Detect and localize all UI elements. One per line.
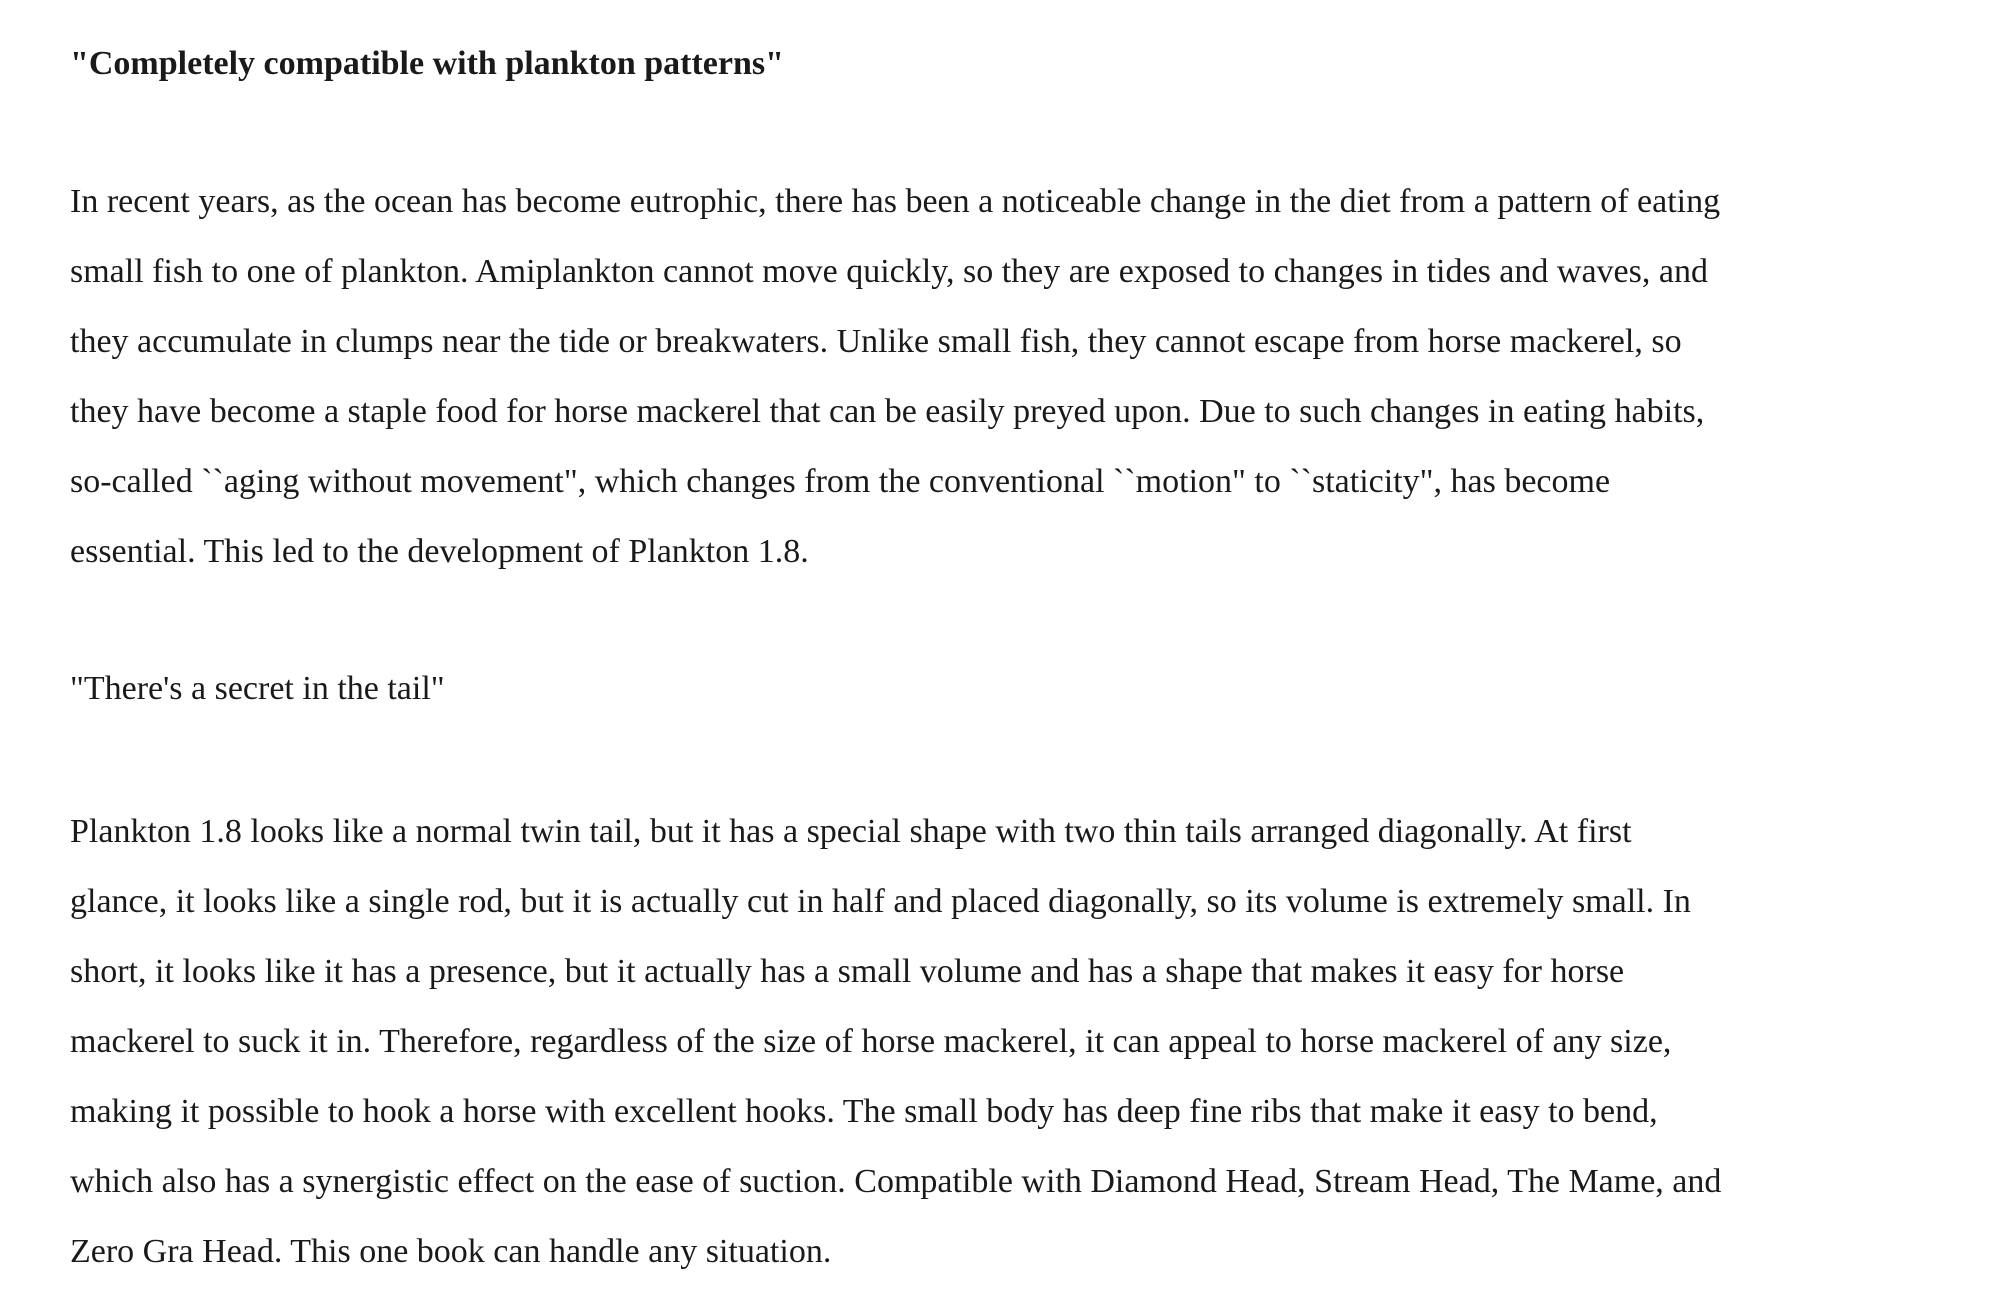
- paragraph-line: glance, it looks like a single rod, but it is actually cut in half and placed diagonally, so its volume is extremely small. In: [70, 883, 1691, 920]
- paragraph-line: so-called ``aging without movement", which changes from the conventional ``motion" to ``staticity", has become: [70, 463, 1611, 500]
- paragraph-line: they have become a staple food for horse mackerel that can be easily preyed upon. Due to such changes in eating habits,: [70, 393, 1705, 430]
- paragraph-line: essential. This led to the development of Plankton 1.8.: [70, 533, 809, 570]
- paragraph-line: Plankton 1.8 looks like a normal twin tail, but it has a special shape with two thin tails arranged diagonally. At first: [70, 813, 1632, 850]
- paragraph-line: which also has a synergistic effect on the ease of suction. Compatible with Diamond Head, Stream Head, The Mame, and: [70, 1163, 1722, 1200]
- paragraph-line: small fish to one of plankton. Amiplankton cannot move quickly, so they are exposed to changes in tides and waves, and: [70, 253, 1708, 290]
- paragraph-line: they accumulate in clumps near the tide or breakwaters. Unlike small fish, they cannot escape from horse mackerel, so: [70, 323, 1682, 360]
- paragraph-line: mackerel to suck it in. Therefore, regardless of the size of horse mackerel, it can appeal to horse mackerel of any size,: [70, 1023, 1672, 1060]
- paragraph-tail-description: [70, 797, 1721, 1287]
- paragraph-line: making it possible to hook a horse with excellent hooks. The small body has deep fine ribs that make it easy to bend,: [70, 1093, 1658, 1130]
- section-heading-plankton-patterns: "Completely compatible with plankton patterns": [70, 45, 784, 82]
- section-heading-secret-tail: "There's a secret in the tail": [70, 670, 445, 707]
- paragraph-line: In recent years, as the ocean has become eutrophic, there has been a noticeable change in the diet from a pattern of eating: [70, 183, 1721, 220]
- paragraph-line: Zero Gra Head. This one book can handle any situation.: [70, 1233, 832, 1270]
- paragraph-eating-pattern: [70, 167, 1720, 587]
- paragraph-line: short, it looks like it has a presence, but it actually has a small volume and has a shape that makes it easy for horse: [70, 953, 1625, 990]
